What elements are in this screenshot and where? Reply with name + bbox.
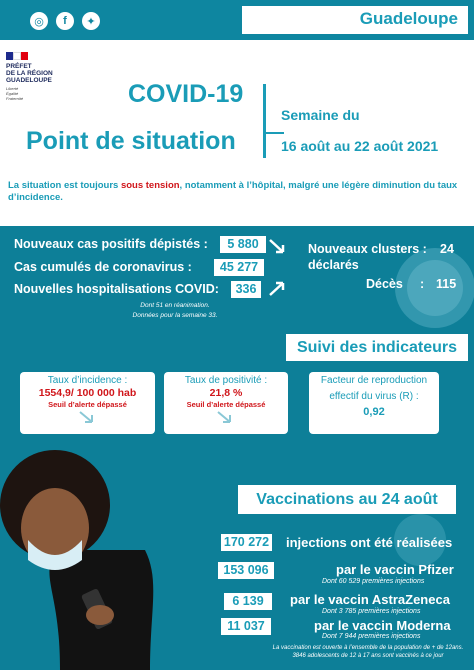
logo-motto-1: Liberté	[6, 86, 19, 91]
logo-motto-2: Égalité	[6, 91, 19, 96]
astrazeneca-value: 6 139	[224, 593, 272, 610]
incidence-value: 1554,9/ 100 000 hab	[38, 387, 137, 399]
twitter-icon[interactable]: ✦	[82, 12, 100, 30]
situation-after: , notamment à l’hôpital, malgré une légère diminution du taux d’incidence.	[8, 180, 458, 203]
astrazeneca-sub: Dont 3 785 premières injections	[322, 608, 421, 615]
deaths-value: 115	[436, 277, 457, 291]
week-label: Semaine du	[281, 107, 360, 123]
title-divider-tick	[266, 132, 284, 134]
reproduction-card	[309, 372, 439, 434]
new-cases-value: 5 880	[220, 236, 266, 253]
pfizer-label: par le vaccin Pfizer	[336, 562, 454, 577]
arrow-up-right-icon	[268, 279, 288, 297]
facebook-icon[interactable]: f	[56, 12, 74, 30]
logo-motto-3: Fraternité	[6, 96, 24, 101]
region-badge: Guadeloupe	[242, 6, 468, 34]
incidence-alert: Seuil d’alerte dépassé	[48, 400, 127, 409]
french-flag-icon	[6, 52, 28, 60]
vaccination-footnote	[268, 644, 468, 660]
woman-with-mask-illustration	[0, 440, 200, 670]
footnote-line-2: 3846 adolescents de 12 à 17 ans sont vaccinés à ce jour	[292, 653, 444, 659]
astrazeneca-label: par le vaccin AstraZeneca	[290, 592, 450, 607]
injections-label: injections ont été réalisées	[286, 535, 453, 550]
cumulative-cases-label: Cas cumulés de coronavirus :	[14, 260, 192, 274]
title-covid: COVID-19	[128, 80, 244, 108]
clusters-value: 24	[440, 242, 454, 256]
deaths-label: Décès	[366, 277, 403, 291]
incidence-label: Taux d’incidence :	[47, 375, 128, 386]
instagram-icon[interactable]: ◎	[30, 12, 48, 30]
situation-highlight: sous tension	[120, 180, 180, 191]
moderna-label: par le vaccin Moderna	[314, 618, 451, 633]
new-cases-label: Nouveaux cas positifs dépistés :	[14, 237, 208, 251]
hospitalisations-value: 336	[231, 281, 261, 298]
footnote-line-1: La vaccination est ouverte à l’ensemble de la population de + de 12ans.	[272, 645, 464, 651]
arrow-down-right-icon	[268, 238, 288, 256]
logo-line-1: PRÉFET	[6, 63, 32, 70]
clusters-label-2: déclarés	[308, 258, 359, 272]
hospitalisations-label: Nouvelles hospitalisations COVID:	[14, 282, 219, 296]
vaccination-title: Vaccinations au 24 août	[238, 485, 456, 514]
logo-line-2: DE LA RÉGION	[6, 70, 53, 77]
week-dates: 16 août au 22 août 2021	[281, 138, 439, 154]
injections-value: 170 272	[221, 534, 272, 551]
situation-before: La situation est toujours	[8, 180, 121, 191]
positivite-label: Taux de positivité :	[184, 375, 268, 386]
title-point: Point de situation	[26, 127, 236, 155]
reproduction-label-2: effectif du virus (R) :	[329, 391, 419, 402]
cumulative-cases-value: 45 277	[214, 259, 264, 276]
pfizer-sub: Dont 60 529 premières injections	[322, 578, 425, 585]
prefecture-logo	[6, 52, 76, 101]
week-data-note: Données pour la semaine 33.	[132, 312, 218, 319]
positivite-card	[164, 372, 288, 434]
clusters-label: Nouveaux clusters :	[308, 242, 427, 256]
indicators-title: Suivi des indicateurs	[286, 334, 468, 361]
reproduction-label-1: Facteur de reproduction	[320, 375, 428, 386]
situation-text	[8, 180, 468, 204]
positivite-arrow-icon	[214, 410, 238, 424]
incidence-card	[20, 372, 155, 434]
deaths-sep: :	[420, 277, 425, 291]
reanimation-note: Dont 51 en réanimation.	[140, 302, 210, 309]
reproduction-value: 0,92	[363, 406, 385, 418]
positivite-alert: Seuil d’alerte dépassé	[186, 400, 266, 409]
title-divider	[263, 84, 266, 158]
moderna-value: 11 037	[221, 618, 271, 635]
logo-line-3: GUADELOUPE	[6, 77, 52, 84]
positivite-value: 21,8 %	[209, 387, 243, 399]
moderna-sub: Dont 7 944 premières injections	[322, 633, 421, 640]
incidence-arrow-icon	[76, 410, 100, 424]
pfizer-value: 153 096	[218, 562, 274, 579]
social-links	[30, 12, 100, 30]
